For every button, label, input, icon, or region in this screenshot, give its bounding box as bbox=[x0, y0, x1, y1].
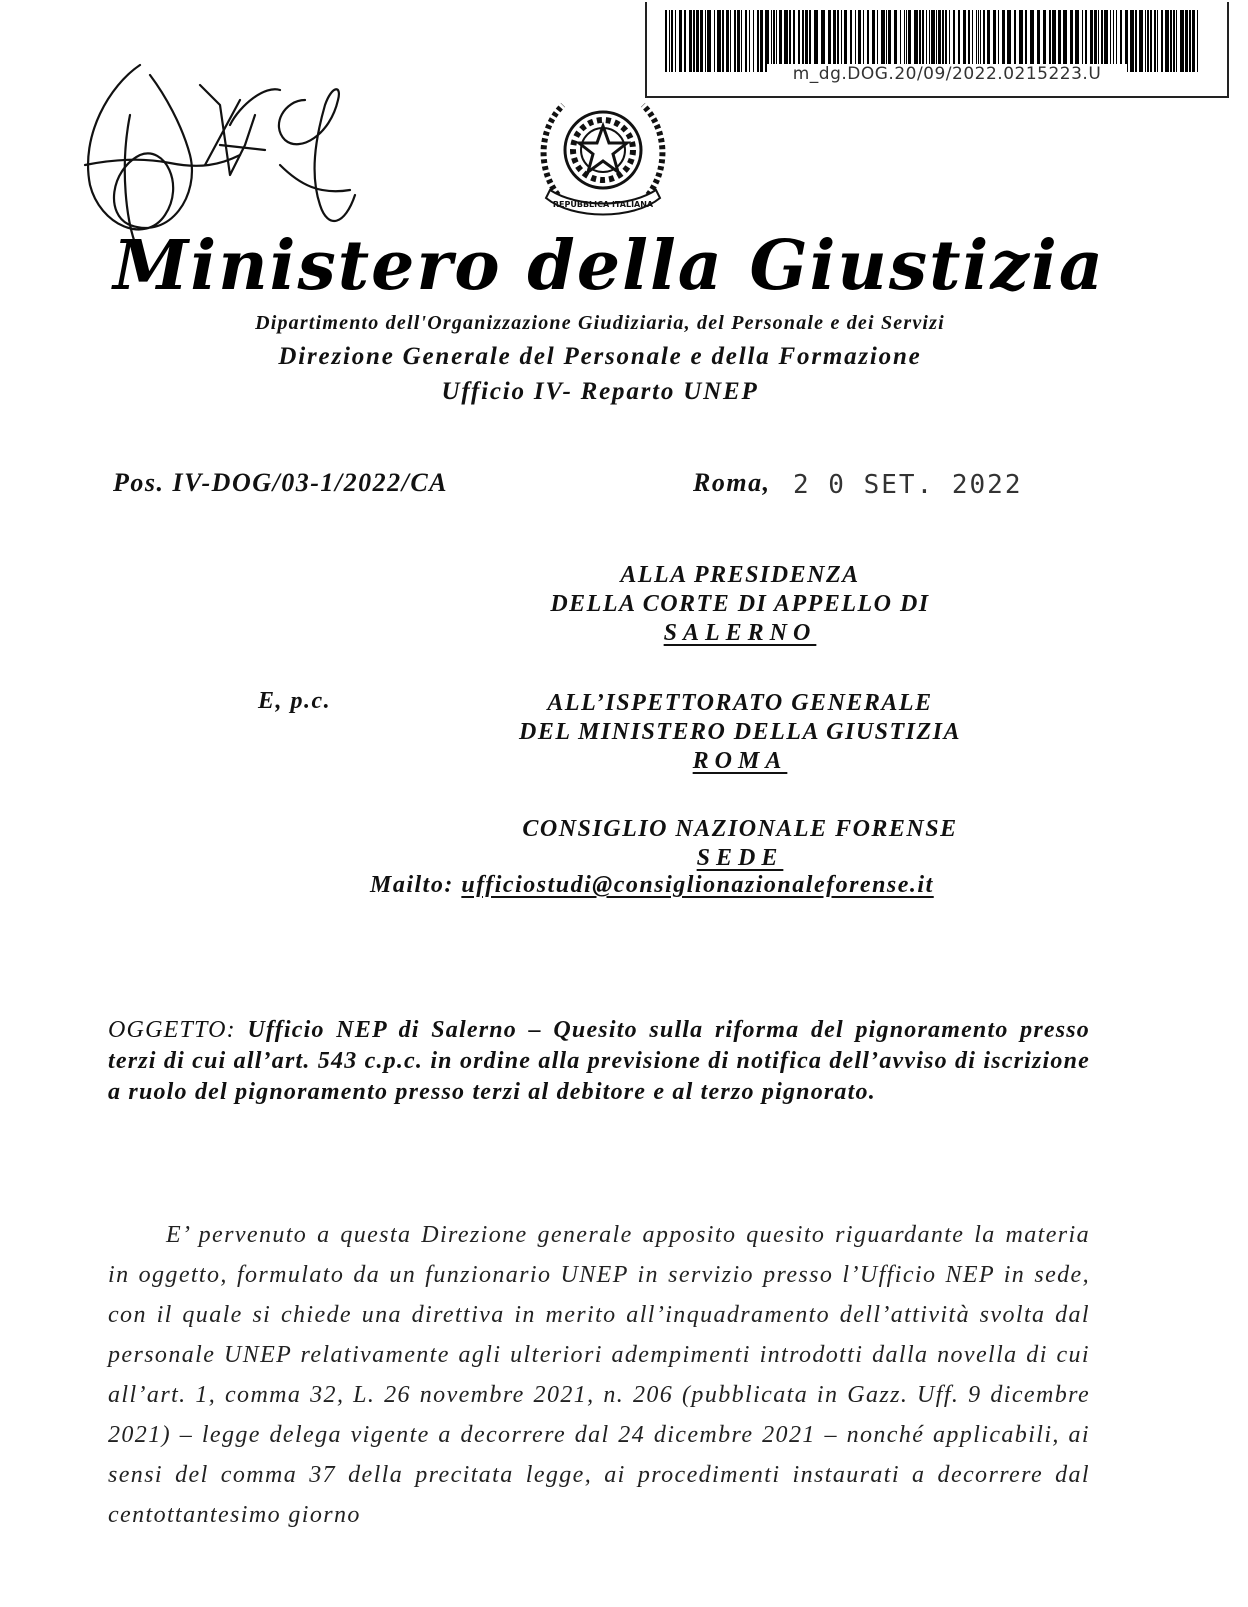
cc-label: E, p.c. bbox=[258, 688, 332, 714]
body-paragraph bbox=[108, 1215, 1090, 1535]
subject-label: OGGETTO: bbox=[108, 1017, 236, 1043]
body-paragraph-text: E’ pervenuto a questa Direzione generale apposito quesito riguardante la materia in oggetto, formulato da un funzionario UNEP in servizio presso l’Ufficio NEP in sede, con il quale si chiede una direttiva in merito all’inquadramento dell’attività svolta dal personale UNEP relativamente agli ulteriori adempimenti introdotti dalla novella di cui all’art. 1, comma 32, L. 26 novembre 2021, n. 206 (pubblicata in Gazz. Uff. 9 dicembre 2021) – legge delega vigente a decorrere dal 24 dicembre 2021 – nonché applicabili, ai sensi del comma 37 della precitata legge, ai procedimenti instaurati a decorrere dal centottantesimo giorno bbox=[108, 1222, 1090, 1528]
department-name: Dipartimento dell'Organizzazione Giudiziaria, del Personale e dei Servizi bbox=[255, 312, 945, 334]
protocol-number: m_dg.DOG.20/09/2022.0215223.U bbox=[767, 64, 1127, 84]
recipient-city-text: SEDE bbox=[696, 845, 784, 871]
recipient-line: ALLA PRESIDENZA bbox=[620, 562, 860, 588]
italian-republic-emblem-icon bbox=[528, 80, 678, 230]
directorate-name: Direzione Generale del Personale e della Formazione bbox=[278, 343, 922, 370]
recipient-line: DELLA CORTE DI APPELLO DI bbox=[550, 591, 930, 617]
recipient-city bbox=[380, 746, 1100, 776]
office-name: Ufficio IV- Reparto UNEP bbox=[441, 378, 759, 405]
recipient-line: CONSIGLIO NAZIONALE FORENSE bbox=[522, 816, 958, 842]
subject-block bbox=[108, 1015, 1090, 1108]
recipient-line: ALL’ISPETTORATO GENERALE bbox=[547, 690, 933, 716]
recipient-city bbox=[380, 618, 1100, 648]
recipient-city-text: ROMA bbox=[692, 748, 788, 774]
protocol-barcode-stamp bbox=[645, 2, 1229, 98]
barcode-icon bbox=[665, 10, 1199, 72]
date-stamp: 2 0 SET. 2022 bbox=[793, 470, 1023, 500]
recipient-city-text: SALERNO bbox=[663, 620, 817, 646]
position-reference: Pos. IV-DOG/03-1/2022/CA bbox=[113, 468, 449, 497]
recipient-line: DEL MINISTERO DELLA GIUSTIZIA bbox=[518, 719, 962, 745]
subject-text: Ufficio NEP di Salerno – Quesito sulla riforma del pignoramento presso terzi di cui all’art. 543 c.p.c. in ordine alla previsione di notifica dell’avviso di iscrizione a ruolo del pignoramento presso terzi al debitore e al terzo pignorato. bbox=[108, 1017, 1090, 1105]
mailto-label: Mailto: bbox=[370, 872, 454, 898]
mailto-line bbox=[370, 872, 934, 899]
emblem-ribbon-text: REPUBBLICA ITALIANA bbox=[552, 200, 654, 209]
recipient-city bbox=[380, 843, 1100, 873]
place-label: Roma, bbox=[693, 468, 771, 497]
ministry-title: Ministero della Giustizia bbox=[113, 226, 1105, 306]
mailto-link[interactable]: ufficiostudi@consiglionazionaleforense.it bbox=[461, 872, 934, 898]
